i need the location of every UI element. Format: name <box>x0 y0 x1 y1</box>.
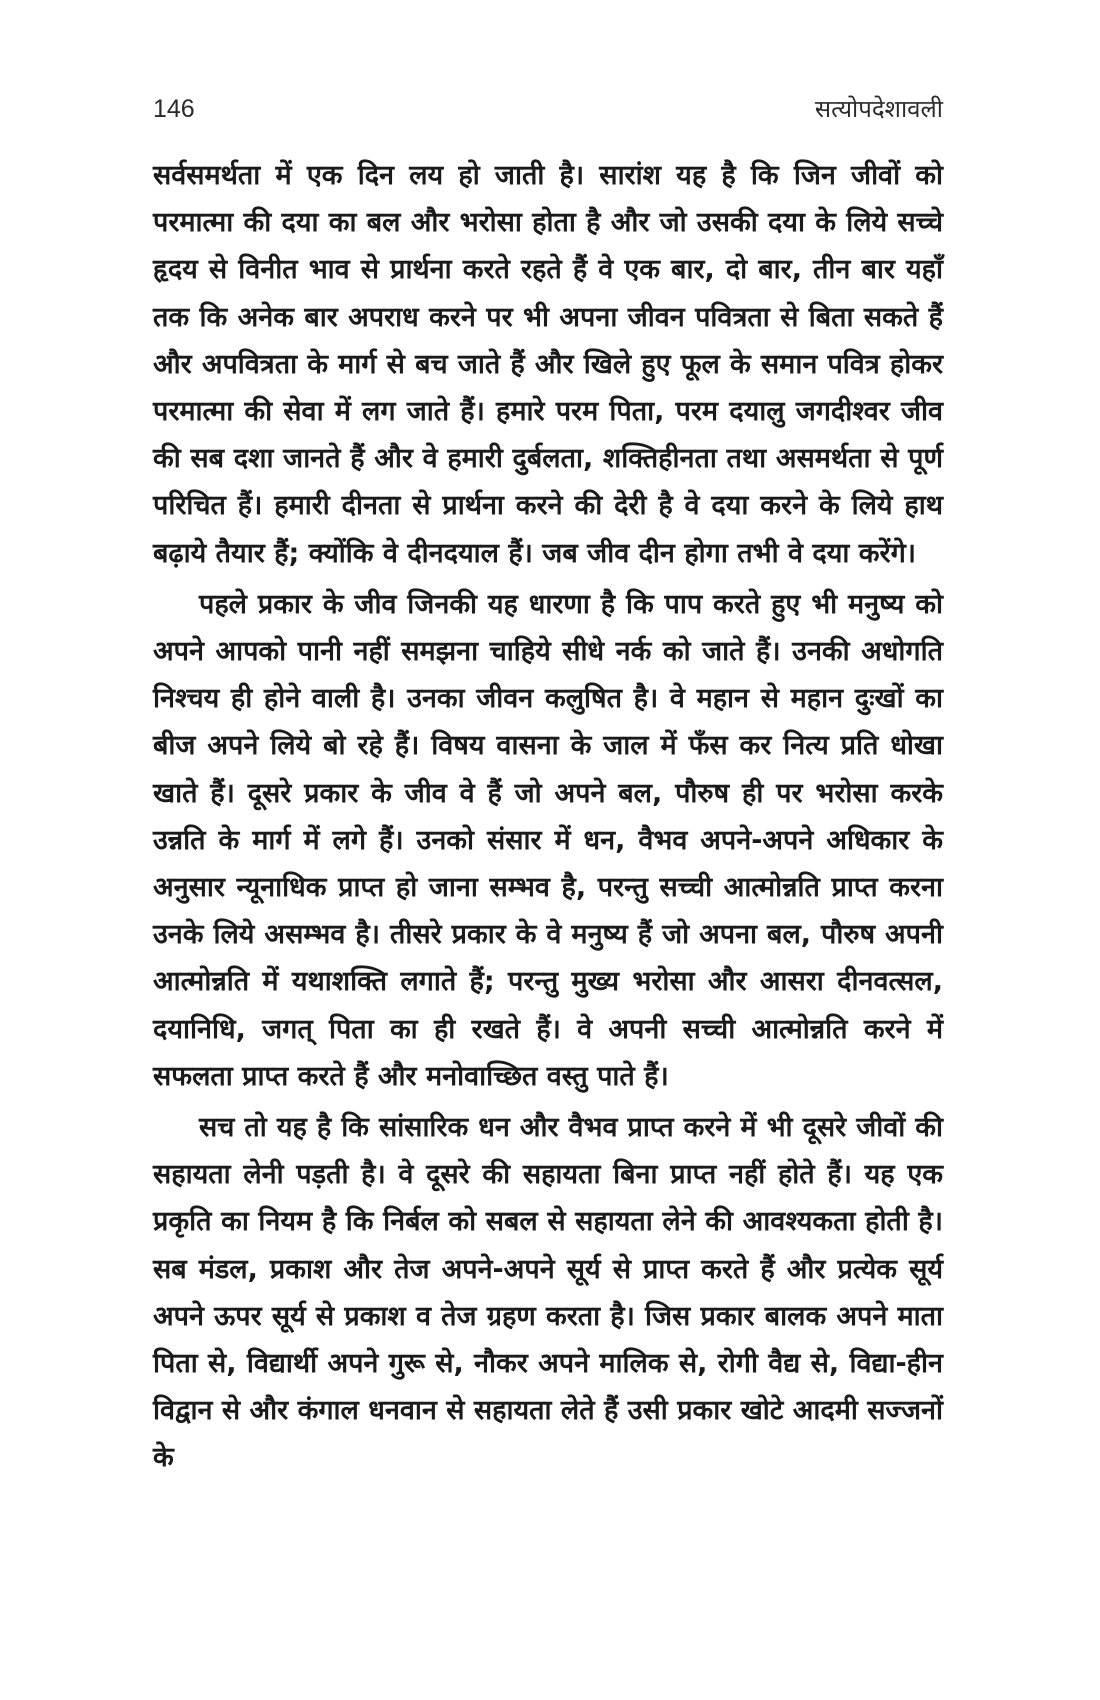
paragraph: सर्वसमर्थता में एक दिन लय हो जाती है। सारांश यह है कि जिन जीवों को परमात्मा की दया का बल और भरोसा होता है और जो उसकी दया के लिये सच्चे हृदय से विनीत भाव से प्रार्थना करते रहते हैं वे एक बार, दो बार, तीन बार यहाँ तक कि अनेक बार अपराध करने पर भी अपना जीवन पवित्रता से बिता सकते हैं और अपवित्रता के मार्ग से बच जाते हैं और खिले हुए फूल के समान पवित्र होकर परमात्मा की सेवा में लग जाते हैं। हमारे परम पिता, परम दयालु जगदीश्वर जीव की सब दशा जानते हैं और वे हमारी दुर्बलता, शक्तिहीनता तथा असमर्थता से पूर्ण परिचित हैं। हमारी दीनता से प्रार्थना करने की देरी है वे दया करने के लिये हाथ बढ़ाये तैयार हैं; क्योंकि वे दीनदयाल हैं। जब जीव दीन होगा तभी वे दया करेंगे। <box>153 160 943 569</box>
paragraph: पहले प्रकार के जीव जिनकी यह धारणा है कि पाप करते हुए भी मनुष्य को अपने आपको पानी नहीं समझना चाहिये सीधे नर्क को जाते हैं। उनकी अधोगति निश्चय ही होने वाली है। उनका जीवन कलुषित है। वे महान से महान दुःखों का बीज अपने लिये बो रहे हैं। विषय वासना के जाल में फँस कर नित्य प्रति धोखा खाते हैं। दूसरे प्रकार के जीव वे हैं जो अपने बल, पौरुष ही पर भरोसा करके उन्नति के मार्ग में लगे हैं। उनको संसार में धन, वैभव अपने-अपने अधिकार के अनुसार न्यूनाधिक प्राप्त हो जाना सम्भव है, परन्तु सच्ची आत्मोन्नति प्राप्त करना उनके लिये असम्भव है। तीसरे प्रकार के वे मनुष्य हैं जो अपना बल, पौरुष अपनी आत्मोन्नति में यथाशक्ति लगाते हैं; परन्तु मुख्य भरोसा और आसरा दीनवत्सल, दयानिधि, जगत् पिता का ही रखते हैं। वे अपनी सच्ची आत्मोन्नति करने में सफलता प्राप्त करते हैं और मनोवाच्छित वस्तु पाते हैं। <box>153 588 943 1092</box>
page-number: 146 <box>153 95 195 123</box>
page-header <box>153 92 943 140</box>
running-title: सत्योपदेशावली <box>814 95 943 123</box>
book-page <box>153 92 943 1482</box>
paragraph: सच तो यह है कि सांसारिक धन और वैभव प्राप्त करने में भी दूसरे जीवों की सहायता लेनी पड़ती है। वे दूसरे की सहायता बिना प्राप्त नहीं होते हैं। यह एक प्रकृति का नियम है कि निर्बल को सबल से सहायता लेने की आवश्यकता होती है। सब मंडल, प्रकाश और तेज अपने-अपने सूर्य से प्राप्त करते हैं और प्रत्येक सूर्य अपने ऊपर सूर्य से प्रकाश व तेज ग्रहण करता है। जिस प्रकार बालक अपने माता पिता से, विद्यार्थी अपने गुरू से, नौकर अपने मालिक से, रोगी वैद्य से, विद्या-हीन विद्वान से और कंगाल धनवान से सहायता लेते हैं उसी प्रकार खोटे आदमी सज्जनों के <box>153 1112 943 1474</box>
body-text <box>153 152 943 1482</box>
